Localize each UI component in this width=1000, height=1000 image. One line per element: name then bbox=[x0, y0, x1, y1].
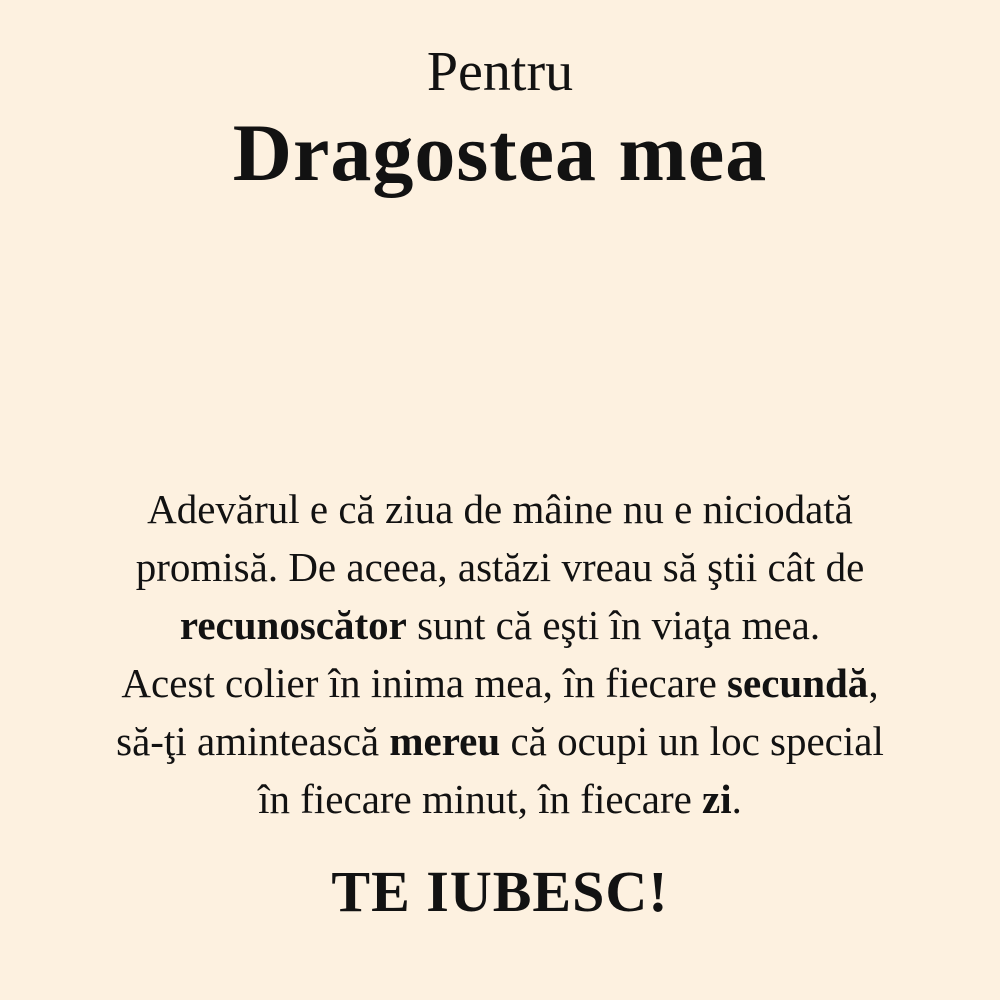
message-text: în fiecare minut, în fiecare bbox=[258, 776, 703, 822]
card-title: Dragostea mea bbox=[232, 107, 768, 199]
card-header bbox=[0, 40, 1000, 199]
message-text: , bbox=[868, 660, 879, 706]
message-text: să-ţi amintească bbox=[116, 718, 390, 764]
message-line bbox=[0, 770, 1000, 828]
message-line bbox=[0, 596, 1000, 654]
message-text: că ocupi un loc special bbox=[500, 718, 884, 764]
message-emphasis: secundă bbox=[727, 660, 869, 706]
message-text: Acest colier în inima mea, în fiecare bbox=[121, 660, 728, 706]
message-emphasis: recunoscător bbox=[179, 602, 407, 648]
message-paragraph bbox=[0, 480, 1000, 828]
message-emphasis: zi bbox=[702, 776, 732, 822]
message-line bbox=[0, 480, 1000, 538]
message-text: . bbox=[731, 776, 742, 822]
message-text: sunt că eşti în viaţa mea. bbox=[406, 602, 821, 648]
message-line bbox=[0, 712, 1000, 770]
message-line bbox=[0, 538, 1000, 596]
message-line bbox=[0, 654, 1000, 712]
message-text: Adevărul e că ziua de mâine nu e niciodată bbox=[147, 486, 853, 532]
message-text: promisă. De aceea, astăzi vreau să ştii cât de bbox=[135, 544, 865, 590]
closing-line: TE IUBESC! bbox=[331, 859, 669, 924]
message-emphasis: mereu bbox=[389, 718, 501, 764]
card-subtitle: Pentru bbox=[426, 41, 574, 103]
